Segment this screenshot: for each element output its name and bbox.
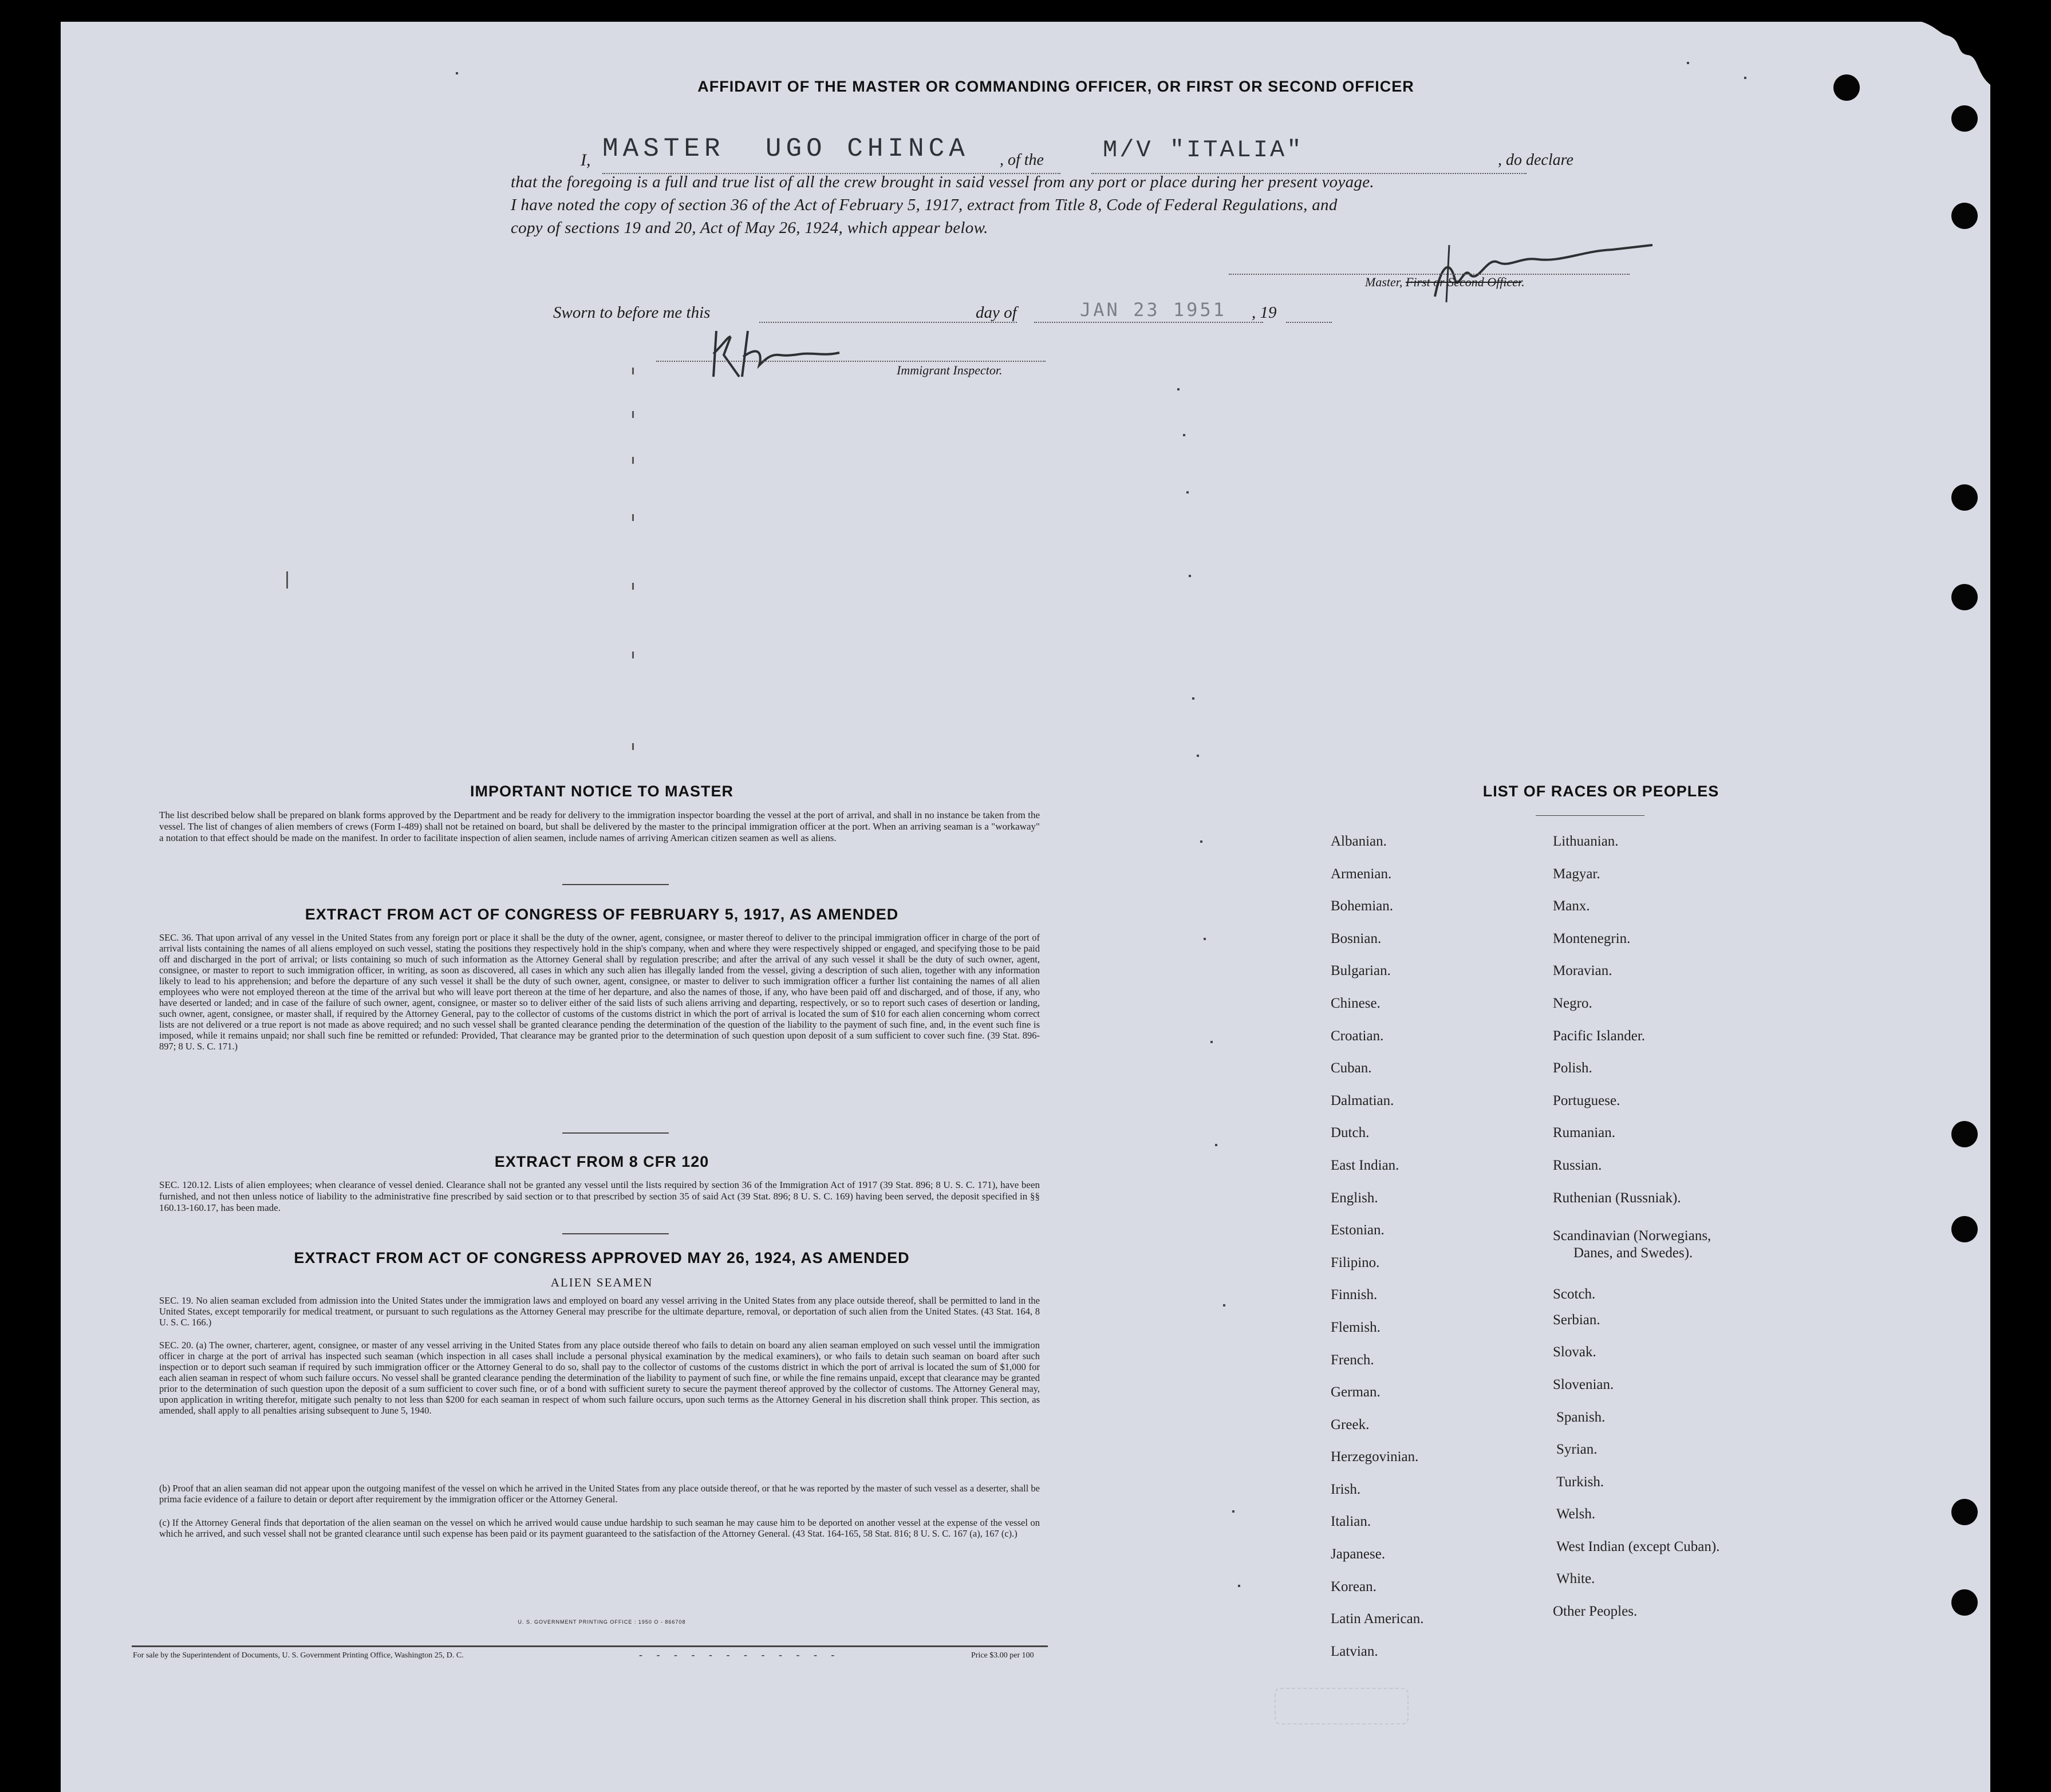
race-item: Greek. — [1331, 1416, 1370, 1432]
race-item: Albanian. — [1331, 834, 1387, 849]
of-the-label: , of the — [1000, 151, 1044, 169]
scan-speck — [1186, 491, 1189, 494]
race-item: English. — [1331, 1190, 1378, 1206]
do-declare-label: , do declare — [1498, 151, 1573, 169]
scan-speck — [1210, 1041, 1213, 1043]
sec-20a-text: SEC. 20. (a) The owner, charterer, agent, consignee, or master of any vessel arriving in the United States from any place outside thereof who fails to detain on board any alien seaman employed on such vessel until the immigration officer in charge at the port of arrival has inspected such seaman (which inspection in all cases shall include a personal physical examination by the medical examiners), or who fails to detain such seaman on board after such inspection or to deport such seaman if required by such immigration officer or the Attorney General to do so, shall pay to the collector of customs of the customs district in which the port of arrival is located the sum of $1,000 for each alien seaman in respect of whom such failure occurs. No vessel shall be granted clearance pending the determination of the liability to payment of such fine, or while the fine remains unpaid, except that clearance may be granted prior to the determination of such question upon the deposit of a sum sufficient to cover such fine, or of a bond with sufficient surety to secure the payment thereof approved by the collector of customs. The Attorney General may, upon application in writing therefor, mitigate such penalty to not less than $200 for each seaman in respect of whom such failure occurs, upon such terms as the Attorney General in his discretion shall think proper. This section, as amended, shall apply to all penalties arising subsequent to June 5, 1940. — [159, 1340, 1040, 1416]
declaration-i: I, — [581, 151, 591, 169]
scan-speck — [1238, 1585, 1240, 1587]
declaration-line-2: that the foregoing is a full and true list of all the crew brought in said vessel from any port or place during her present voyage. — [511, 173, 1374, 191]
declaration-line-3: I have noted the copy of section 36 of the Act of February 5, 1917, extract from Title 8, Code of Federal Regulations, and — [511, 196, 1338, 214]
race-item: Scandinavian (Norwegians, — [1553, 1228, 1711, 1244]
binder-hole — [1951, 105, 1978, 132]
extract-cfr-text: SEC. 120.12. Lists of alien employees; when clearance of vessel denied. Clearance shall not be granted any vessel until the lists required by section 36 of the Immigration Act of 1917 (39 Stat. 896; 8 U. S. C. 171), have been furnished, and not then unless notice of liability to the administrative fine prescribed by said section or to that prescribed by section 35 of said Act (39 Stat. 896; 8 U. S. C. 169) having been served, the deposit specified in §§ 160.13-160.17, has been made. — [159, 1179, 1040, 1213]
race-item: Turkish. — [1556, 1474, 1604, 1490]
race-item: Scotch. — [1553, 1286, 1596, 1302]
race-item: Spanish. — [1556, 1409, 1606, 1425]
race-item: Syrian. — [1556, 1442, 1598, 1458]
scan-mark — [632, 583, 634, 590]
scan-speck — [1744, 77, 1746, 79]
race-item: Other Peoples. — [1553, 1604, 1638, 1620]
binder-hole — [1951, 1589, 1978, 1616]
master-name: MASTER UGO CHINCA — [602, 134, 969, 164]
race-item: Irish. — [1331, 1481, 1361, 1497]
race-item: Japanese. — [1331, 1546, 1386, 1562]
signer-end: . — [1521, 275, 1525, 289]
sworn-label: Sworn to before me this — [553, 303, 711, 322]
race-item: French. — [1331, 1352, 1374, 1368]
race-item: Filipino. — [1331, 1254, 1380, 1270]
race-item: Italian. — [1331, 1514, 1371, 1530]
scan-speck — [1687, 62, 1689, 64]
declaration-line-4: copy of sections 19 and 20, Act of May 26, 1924, which appear below. — [511, 219, 988, 237]
races-left-column — [1331, 834, 1548, 1676]
extract-cfr-rule — [562, 1233, 669, 1234]
scan-mark — [632, 652, 634, 658]
race-item: Rumanian. — [1553, 1125, 1616, 1141]
race-item: East Indian. — [1331, 1157, 1399, 1173]
extract-1917-rule — [562, 1132, 669, 1134]
race-item: Korean. — [1331, 1578, 1376, 1594]
scan-speck — [1177, 388, 1180, 390]
binder-hole — [1951, 1121, 1978, 1147]
binder-hole — [1833, 74, 1860, 101]
scan-speck — [1200, 840, 1202, 843]
race-item: Latin American. — [1331, 1611, 1424, 1627]
notice-rule — [562, 884, 669, 885]
race-item: Herzegovinian. — [1331, 1449, 1419, 1465]
gpo-imprint: U. S. GOVERNMENT PRINTING OFFICE : 1950 O - 866708 — [518, 1619, 686, 1625]
race-item: Slovak. — [1553, 1344, 1596, 1360]
scan-mark — [632, 457, 634, 464]
date-stamp: JAN 23 1951 — [1080, 299, 1226, 321]
master-signature-line — [1229, 268, 1630, 275]
scan-speck — [1223, 1304, 1225, 1306]
alien-seamen-subheading: ALIEN SEAMEN — [550, 1276, 653, 1289]
notice-text: The list described below shall be prepared on blank forms approved by the Department and be ready for delivery to the immigration inspector boarding the vessel at the port of arrival, and shall in no instance be taken from the vessel. The list of changes of alien members of crews (Form I-489) shall not be retained on board, but shall be delivered by the master to the principal immigration officer at the port. When an arriving seaman is a "workaway" a notation to that effect should be made on the manifest. In order to facilitate inspection of alien seamen, include names of arriving American citizen seamen as well as aliens. — [159, 810, 1040, 843]
scan-mark — [632, 514, 634, 521]
page-title: AFFIDAVIT OF THE MASTER OR COMMANDING OFFICER, OR FIRST OR SECOND OFFICER — [697, 78, 1414, 95]
binder-hole — [1951, 1216, 1978, 1242]
race-item: Pacific Islander. — [1553, 1028, 1646, 1044]
scan-mark — [286, 571, 288, 589]
race-item: Ruthenian (Russniak). — [1553, 1190, 1681, 1206]
scan-speck — [1183, 434, 1185, 436]
race-item: Dutch. — [1331, 1125, 1370, 1141]
scan-speck — [456, 72, 458, 74]
race-item: Polish. — [1553, 1060, 1592, 1076]
binder-hole — [1951, 1499, 1978, 1525]
race-item: Welsh. — [1556, 1506, 1596, 1522]
races-heading: LIST OF RACES OR PEOPLES — [1482, 783, 1719, 800]
sec-19-text: SEC. 19. No alien seaman excluded from admission into the United States under the immigration laws and employed on board any vessel arriving in the United States from any place outside thereof, shall be permitted to land in the United States, except temporarily for medical treatment, or pursuant to such regulations as the Attorney General may prescribe for the ultimate departure, removal, or deportation of such alien from the United States. (43 Stat. 164, 8 U. S. C. 166.) — [159, 1295, 1040, 1328]
footer-right: Price $3.00 per 100 — [971, 1651, 1034, 1660]
inspector-signature-line — [656, 355, 1046, 362]
race-item: Magyar. — [1553, 866, 1600, 882]
race-item: Lithuanian. — [1553, 834, 1619, 849]
race-item: Bosnian. — [1331, 930, 1382, 946]
scan-speck — [1192, 697, 1194, 700]
scan-speck — [1232, 1510, 1234, 1513]
sec-20b-text: (b) Proof that an alien seaman did not appear upon the outgoing manifest of the vessel on which he arrived in the United States from any place outside thereof, or that he was reported by the master of such vessel as a deserter, shall be prima facie evidence of a failure to detain or deport after requirement by the immigration officer or the Attorney General. — [159, 1483, 1040, 1505]
binder-hole — [1951, 584, 1978, 610]
scan-mark — [632, 743, 634, 750]
binder-hole — [1951, 203, 1978, 229]
race-item: Croatian. — [1331, 1028, 1384, 1044]
race-item: Negro. — [1553, 995, 1592, 1011]
race-item: Serbian. — [1553, 1312, 1600, 1328]
race-item: Dalmatian. — [1331, 1092, 1394, 1108]
scan-speck — [1197, 755, 1199, 757]
signer-title — [1365, 275, 1525, 290]
extract-1917-text: SEC. 36. That upon arrival of any vessel in the United States from any foreign port or place it shall be the duty of the owner, agent, consignee, or master thereof to deliver to the principal immigration officer in charge of the port of arrival lists containing the names of all aliens employed on such vessel, stating the positions they respectively hold in the ship's company, when and where they were respectively shipped or engaged, and specifying those to be paid off and discharged in the port of arrival; or lists containing so much of such information as the Attorney General shall by regulation prescribe; and after the arrival of any such vessel it shall be the duty of such owner, agent, consignee, or master to report to such immigration officer, in writing, as soon as discovered, all cases in which any such alien has illegally landed from the vessel, giving a description of such alien, together with any information likely to lead to his apprehension; and before the departure of any such vessel it shall be the duty of such owner, agent, consignee, or master to deliver to such immigration officer a further list containing the names of all alien employees who were not employed thereon at the time of the arrival but who will leave port thereon at the time of her departure, and also the names of those, if any, who have been paid off and discharged, and of those, if any, who have deserted or landed; and in case of the failure of such owner, agent, consignee, or master so to deliver either of the said lists of such aliens arriving and departing, respectively, or so to report such cases of desertion or landing, such owner, agent, consignee, or master shall, if required by the Attorney General, pay to the collector of customs of the customs district in which the port of arrival is located the sum of $10 for each alien concerning whom correct lists are not delivered or a true report is not made as above required; and no such vessel shall be granted clearance pending the determination of the question of the liability to the payment of such fine, and, in the event such fine is imposed, while it remains unpaid; nor shall such fine be remitted or refunded: Provided, That clearance may be granted prior to the determination of such question upon deposit of a sum sufficient to cover such fine. (39 Stat. 896-897; 8 U. S. C. 171.) — [159, 932, 1040, 1052]
extract-1917-heading: EXTRACT FROM ACT OF CONGRESS OF FEBRUARY 5, 1917, AS AMENDED — [305, 906, 899, 923]
race-item: White. — [1556, 1571, 1595, 1587]
signer-master-label: Master, — [1365, 275, 1403, 289]
footer-dashes: - - - - - - - - - - - - — [639, 1649, 841, 1660]
torn-corner — [1922, 22, 1990, 90]
year-field — [1286, 302, 1332, 323]
race-item: Finnish. — [1331, 1287, 1378, 1303]
scan-mark — [632, 411, 634, 418]
race-item: German. — [1331, 1384, 1381, 1400]
footer-rule — [132, 1645, 1048, 1647]
scan-speck — [1189, 575, 1191, 577]
scan-mark — [632, 368, 634, 374]
scan-speck — [1204, 938, 1206, 940]
binder-hole — [1951, 484, 1978, 511]
extract-cfr-heading: EXTRACT FROM 8 CFR 120 — [494, 1153, 709, 1170]
race-item: Flemish. — [1331, 1319, 1381, 1335]
vessel-name: M/V "ITALIA" — [1103, 136, 1304, 164]
inspector-signature — [708, 319, 879, 388]
race-item: Slovenian. — [1553, 1376, 1614, 1392]
race-item: Moravian. — [1553, 963, 1612, 979]
sec-20c-text: (c) If the Attorney General finds that deportation of the alien seaman on the vessel on which he arrived would cause undue hardship to such seaman he may cause him to be deported on another vessel at the expense of the vessel on which he arrived, and such vessel shall not be granted clearance until such expense has been paid or its payment guaranteed to the satisfaction of the Attorney General. (43 Stat. 164-165, 58 Stat. 816; 8 U. S. C. 167 (a), 167 (c).) — [159, 1517, 1040, 1539]
year-prefix: , 19 — [1252, 303, 1277, 322]
race-item: Cuban. — [1331, 1060, 1372, 1076]
race-item: Portuguese. — [1553, 1092, 1620, 1108]
race-item: Bohemian. — [1331, 898, 1394, 914]
race-item: Armenian. — [1331, 866, 1392, 882]
signer-struck-label: First or Second Officer — [1405, 275, 1522, 289]
races-right-column — [1553, 834, 1873, 1636]
race-item: Chinese. — [1331, 995, 1381, 1011]
race-item: Estonian. — [1331, 1222, 1385, 1238]
race-item-continued: Danes, and Swedes). — [1573, 1245, 1693, 1261]
extract-1924-heading: EXTRACT FROM ACT OF CONGRESS APPROVED MAY 26, 1924, AS AMENDED — [294, 1249, 910, 1266]
inspector-label: Immigrant Inspector. — [897, 363, 1003, 377]
race-item: Russian. — [1553, 1157, 1602, 1173]
race-item: Latvian. — [1331, 1643, 1378, 1659]
races-rule — [1536, 815, 1644, 816]
footer-left: For sale by the Superintendent of Documents, U. S. Government Printing Office, Washington 25, D. C. — [133, 1651, 464, 1660]
race-item: West Indian (except Cuban). — [1556, 1538, 1720, 1554]
notice-heading: IMPORTANT NOTICE TO MASTER — [470, 783, 733, 800]
race-item: Manx. — [1553, 898, 1590, 914]
scan-speck — [1215, 1144, 1217, 1146]
race-item-scandinavian — [1553, 1222, 1873, 1280]
day-of-label: day of — [976, 303, 1017, 322]
document-page — [61, 22, 1990, 1792]
race-item: Montenegrin. — [1553, 930, 1631, 946]
bleed-through-mark — [1275, 1688, 1409, 1724]
race-item: Bulgarian. — [1331, 963, 1391, 979]
